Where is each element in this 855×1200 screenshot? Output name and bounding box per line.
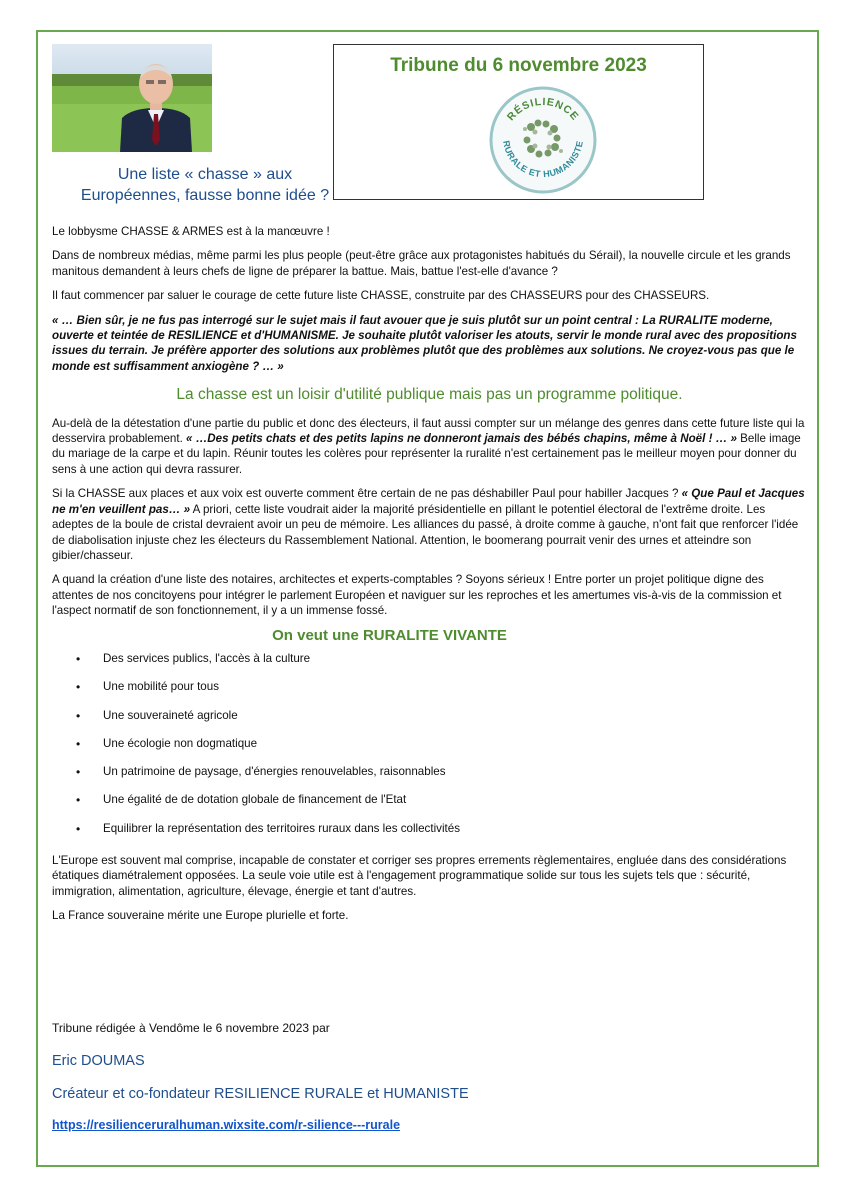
signature-line: Tribune rédigée à Vendôme le 6 novembre 2023 par (52, 1021, 330, 1035)
list-item (52, 651, 807, 679)
website-link[interactable]: https://resilienceruralhuman.wixsite.com/r-silience---rurale (52, 1118, 401, 1132)
tribune-date-title: Tribune du 6 novembre 2023 (390, 55, 647, 76)
quote-paragraph: « … Bien sûr, je ne fus pas interrogé sur le sujet mais il faut avouer que je suis plutôt sur un point central : La RURALITE moderne, ouverte et teintée de RESILIENCE et d'HUMANISME. Je souhaite plutôt valoriser les atouts, servir le monde rural avec des propositions issues du terrain. Je préfère apporter des solutions aux problèmes plutôt que des problèmes aux solutions. Ne croyez-vous pas que le monde est suffisamment anxiogène ? … » (52, 313, 797, 373)
paragraph-3: Il faut commencer par saluer le courage de cette future liste CHASSE, construite par des CHASSEURS pour des CHASSEURS. (52, 289, 710, 303)
bullet-icon: • (76, 680, 81, 695)
list-item-text: Une souveraineté agricole (103, 708, 238, 722)
bullet-icon: • (76, 708, 81, 723)
logo-text-top: RÉSILIENCE (504, 95, 582, 124)
list-item (52, 708, 807, 736)
article-body (52, 224, 807, 933)
paragraph-7: A quand la création d'une liste des notaires, architectes et experts-comptables ? Soyons sérieux ! Entre porter un projet politique digne des attentes de nos concitoyens pour intégrer le parlement Européen et naviguer sur les reproches et les amertumes vis-à-vis de la commission et l'aspect normatif de son fonctionnement, il y a un immense fossé. (52, 573, 782, 618)
list-item (52, 792, 807, 820)
paragraph-1: Le lobbysme CHASSE & ARMES est à la manœuvre ! (52, 225, 330, 238)
paragraph-2: Dans de nombreux médias, même parmi les plus people (peut-être grâce aux protagonistes habitués du Sérail), la nouvelle circule et les grands manitous demandent à leurs chefs de ligne de préparer la battue. Mais, battue l'est-elle d'avance ? (52, 249, 791, 278)
paragraph-5-quote: « …Des petits chats et des petits lapins ne donneront jamais des bébés chapins, même à Noël ! … » (186, 432, 737, 446)
title-box (333, 44, 704, 200)
headline-line-2: Européennes, fausse bonne idée ? (80, 187, 330, 204)
bullet-icon: • (76, 765, 81, 780)
author-name: Eric DOUMAS (52, 1053, 145, 1069)
headline (60, 164, 350, 206)
paragraph-8: L'Europe est souvent mal comprise, incapable de constater et corriger ses propres errements règlementaires, engluée dans des considérations étatiques diamétralement opposées. La seule voie utile est à l'engagement programmatique solide sur tous les sujets tels que : sécurité, immigration, alimentation, agriculture, élevage, énergie et tant d'autres. (52, 854, 787, 898)
list-item-text: Equilibrer la représentation des territoires ruraux dans les collectivités (103, 821, 460, 835)
demands-list (52, 651, 807, 849)
paragraph-5 (52, 416, 807, 478)
list-item-text: Une écologie non dogmatique (103, 736, 258, 750)
list-item-text: Un patrimoine de paysage, d'énergies renouvelables, raisonnables (103, 765, 446, 779)
bullet-icon: • (76, 736, 81, 751)
paragraph-9: La France souveraine mérite une Europe plurielle et forte. (52, 909, 349, 923)
paragraph-6 (52, 486, 807, 563)
list-item-text: Des services publics, l'accès à la culture (103, 651, 311, 665)
resilience-logo (483, 85, 603, 195)
list-item-text: Une mobilité pour tous (103, 680, 219, 694)
list-item (52, 679, 807, 707)
list-item (52, 736, 807, 764)
paragraph-6-quote: « Que Paul et Jacques ne m'en veuillent pas… » (52, 487, 805, 516)
logo-text-bottom: RURALE ET HUMANISTE (501, 139, 585, 180)
list-item-text: Une égalité de de dotation globale de financement de l'Etat (103, 793, 407, 807)
headline-line-1: Une liste « chasse » aux (117, 166, 293, 183)
subheading-ruralite-vivante: On veut une RURALITE VIVANTE (272, 626, 507, 644)
bullet-icon: • (76, 651, 81, 666)
paragraph-6-text-a: Si la CHASSE aux places et aux voix est ouverte comment être certain de ne pas déshabiller Paul pour habiller Jacques ? (52, 487, 682, 501)
author-photo (52, 44, 212, 152)
bullet-icon: • (76, 793, 81, 808)
subheading-chasse: La chasse est un loisir d'utilité publique mais pas un programme politique. (176, 386, 683, 404)
author-role: Créateur et co-fondateur RESILIENCE RURALE et HUMANISTE (52, 1086, 469, 1102)
paragraph-5-text-b: Belle image du mariage de la carpe et du lapin. Réunir toutes les colères pour représenter la ruralité n'est certainement pas le meilleur moyen pour donner du sens à une action qui devra rassurer. (52, 432, 801, 476)
list-item (52, 764, 807, 792)
list-item (52, 821, 807, 849)
paragraph-6-text-b: A priori, cette liste voudrait aider la majorité présidentielle en pillant le potentiel électoral de l'extrême droite. Les adeptes de la boule de cristal devraient avoir un peu de mémoire. Les alliances du passé, à droite comme à gauche, n'ont fait que renforcer l'idée de diabolisation injuste chez les électeurs du Rassemblement National. Attention, le boomerang pourrait venir des urnes et atteindre son gibier/chasseur. (52, 502, 799, 562)
paragraph-5-text-a: Au-delà de la détestation d'une partie du public et donc des électeurs, il faut aussi compter sur un mélange des genres dans cette future liste qui la desservira probablement. (52, 416, 805, 446)
bullet-icon: • (76, 821, 81, 836)
